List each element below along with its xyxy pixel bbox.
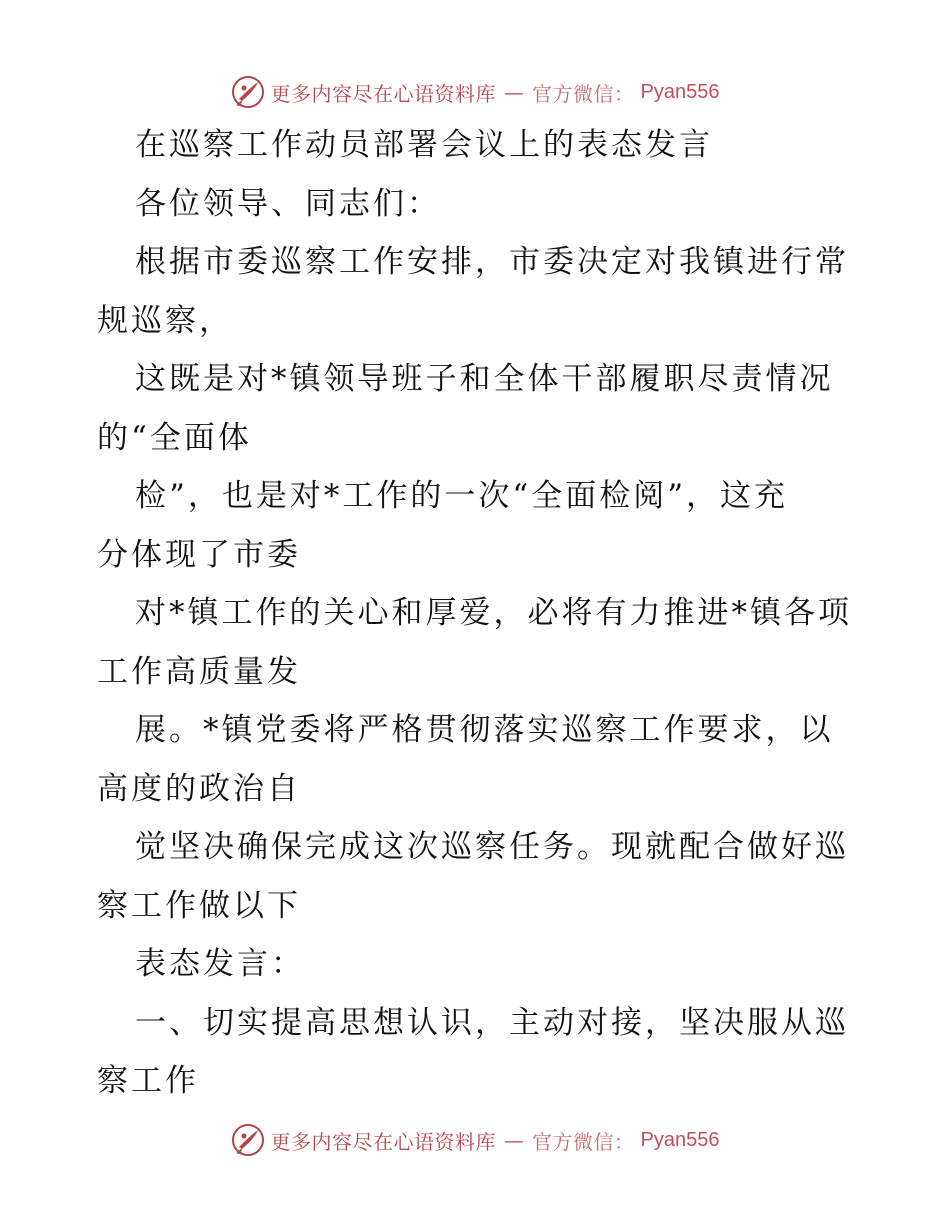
paragraph-line: 的“全面体 — [97, 419, 252, 456]
salutation: 各位领导、同志们： — [135, 185, 441, 222]
banner-slogan: 更多内容尽在心语资料库 — [270, 1129, 497, 1154]
banner-wechat-label: 官方微信： — [532, 81, 635, 106]
section-heading-line: 一、切实提高思想认识，主动对接，坚决服从巡 — [135, 1004, 849, 1041]
paragraph-line: 规巡察， — [97, 302, 233, 339]
quill-pen-logo-icon — [231, 75, 265, 109]
section-heading-line: 察工作 — [97, 1063, 199, 1099]
header-banner-content — [231, 75, 720, 109]
paragraph-line: 展。*镇党委将严格贯彻落实巡察工作要求，以 — [135, 712, 834, 748]
paragraph-line: 对*镇工作的关心和厚爱，必将有力推进*镇各项 — [135, 595, 852, 631]
paragraph-line: 表态发言： — [135, 946, 305, 982]
paragraph-line: 根据市委巡察工作安排，市委决定对我镇进行常 — [135, 244, 849, 280]
paragraph-line: 高度的政治自 — [97, 770, 301, 807]
paragraph-line: 这既是对*镇领导班子和全体干部履职尽责情况 — [135, 361, 834, 397]
header-banner — [0, 72, 950, 112]
document-title: 在巡察工作动员部署会议上的表态发言 — [135, 127, 713, 163]
paragraph-line: 察工作做以下 — [97, 887, 301, 924]
banner-wechat-id: Pyan556 — [640, 1128, 720, 1151]
banner-wechat-id: Pyan556 — [640, 80, 720, 103]
paragraph-line: 工作高质量发 — [97, 653, 301, 690]
document-body — [97, 116, 857, 1111]
banner-wechat-label: 官方微信： — [532, 1129, 635, 1154]
footer-banner — [0, 1120, 950, 1160]
banner-slogan: 更多内容尽在心语资料库 — [270, 81, 497, 106]
paragraph-line: 检”，也是对*工作的一次“全面检阅”，这充 — [135, 478, 789, 514]
banner-separator: — — [504, 1128, 525, 1152]
quill-pen-logo-icon — [231, 1123, 265, 1157]
paragraph-line: 分体现了市委 — [97, 536, 301, 573]
footer-banner-content — [231, 1123, 720, 1157]
paragraph-line: 觉坚决确保完成这次巡察任务。现就配合做好巡 — [135, 829, 849, 865]
banner-separator: — — [504, 80, 525, 104]
